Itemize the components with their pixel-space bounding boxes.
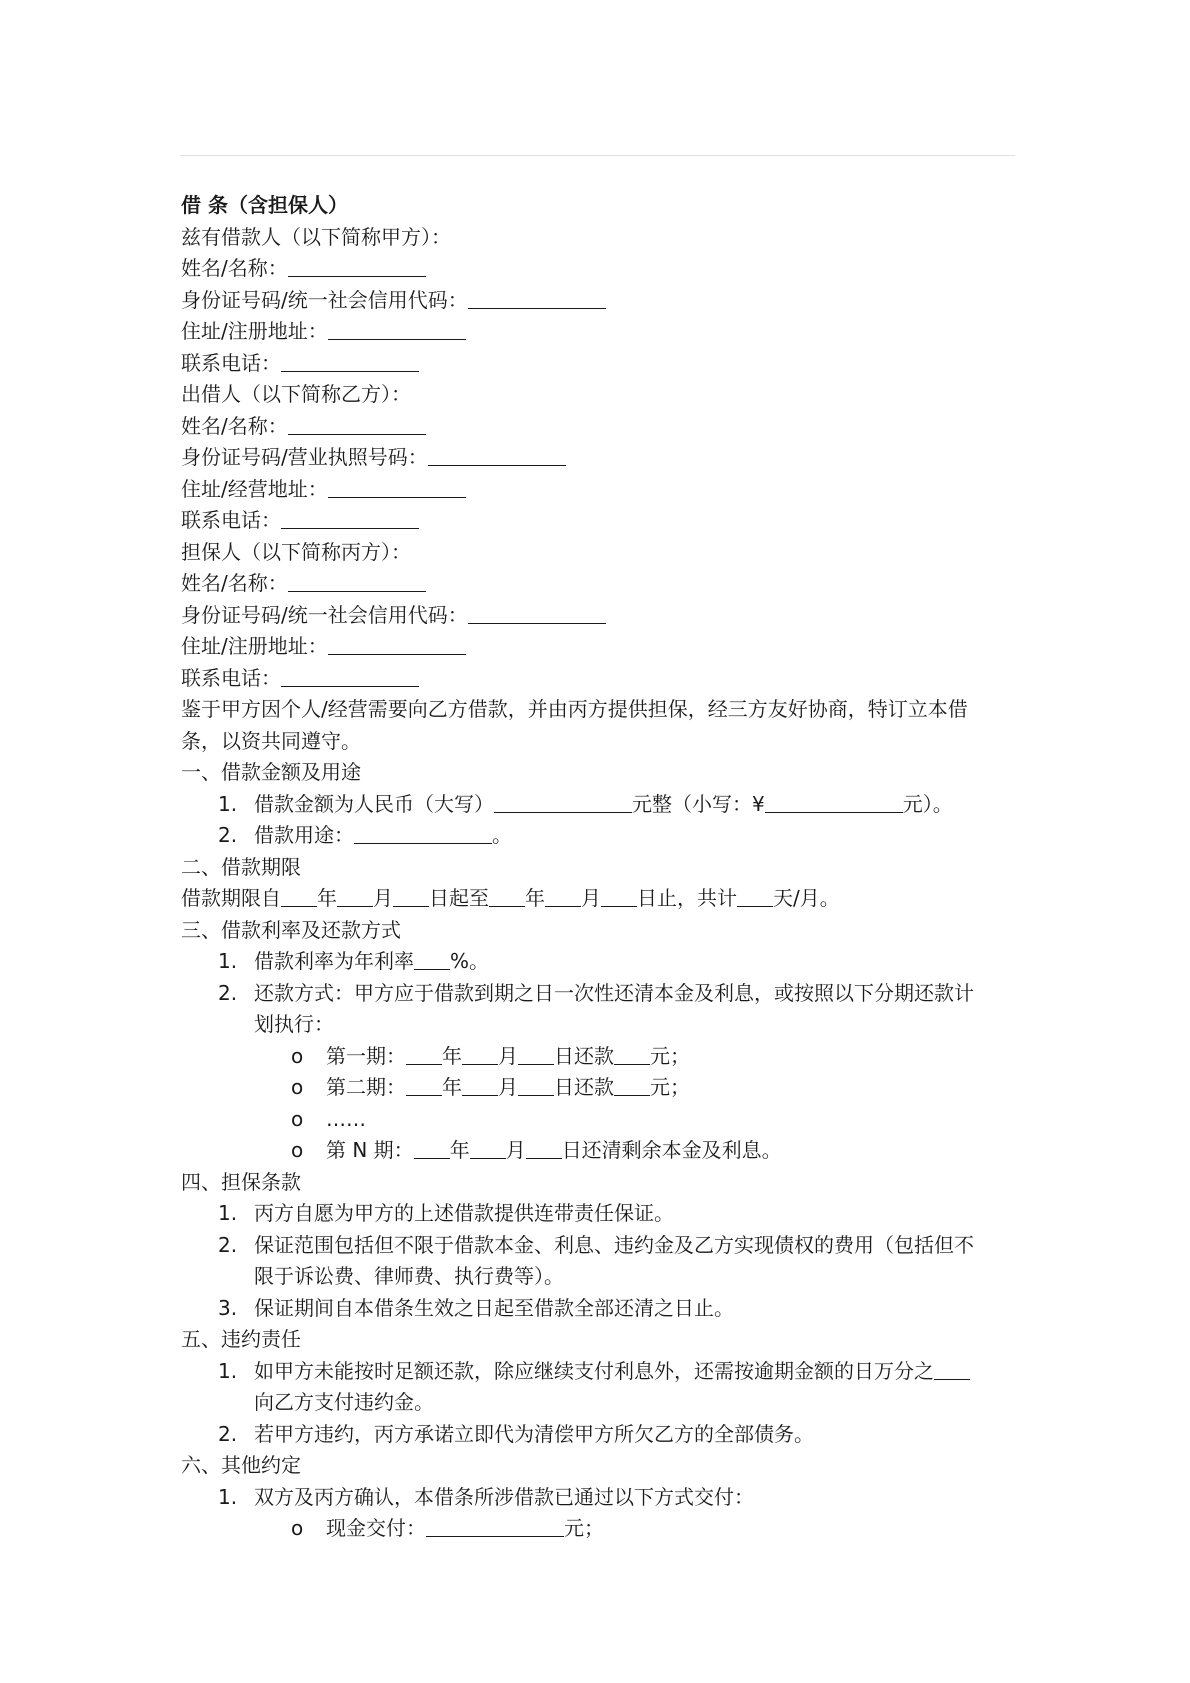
preamble-line-1: 鉴于甲方因个人/经营需要向乙方借款，并由丙方提供担保，经三方友好协商，特订立本借 — [181, 697, 968, 721]
list-item — [181, 1482, 1021, 1514]
installment1-amount-blank[interactable] — [614, 1044, 650, 1065]
item-text: 元； — [564, 1516, 604, 1540]
field-label: 姓名/名称： — [181, 571, 288, 595]
document-title: 借 条（含担保人） — [181, 193, 348, 217]
item-text: 年 — [525, 886, 545, 910]
lender-phone-blank[interactable] — [281, 508, 419, 529]
item-number: 2. — [218, 1421, 238, 1446]
purpose-blank[interactable] — [354, 823, 492, 844]
item-text: 日还款 — [554, 1075, 614, 1099]
amount-figures-blank[interactable] — [765, 792, 903, 813]
item-text: 第二期： — [326, 1075, 406, 1099]
list-item — [181, 789, 1021, 821]
item-text: 第一期： — [326, 1043, 406, 1068]
start-year-blank[interactable] — [281, 886, 317, 907]
bullet-icon: o — [291, 1106, 304, 1131]
lender-phone-row — [181, 505, 1021, 537]
list-item — [181, 946, 1021, 978]
item-text: 元整（小写：¥ — [632, 791, 765, 816]
item-text: 丙方自愿为甲方的上述借款提供连带责任保证。 — [254, 1201, 674, 1225]
list-item-continuation: 向乙方支付违约金。 — [254, 1390, 434, 1414]
installment1-month-blank[interactable] — [462, 1044, 498, 1065]
item-text: 年 — [449, 1138, 470, 1162]
document-body — [181, 190, 1021, 1545]
item-text: 元； — [650, 1043, 690, 1068]
end-day-blank[interactable] — [601, 886, 637, 907]
section-heading: 四、担保条款 — [181, 1169, 301, 1194]
item-text: 元； — [650, 1075, 690, 1099]
borrower-address-row — [181, 316, 1021, 348]
item-text: 日止，共计 — [637, 886, 737, 910]
installment2-day-blank[interactable] — [518, 1075, 554, 1096]
installment-n-year-blank[interactable] — [414, 1138, 450, 1159]
item-text: 月 — [498, 1075, 518, 1099]
item-text: 日起至 — [429, 886, 489, 910]
field-label: 联系电话： — [181, 350, 281, 375]
term-row — [181, 883, 1021, 915]
field-label: 姓名/名称： — [181, 413, 288, 438]
section-heading: 二、借款期限 — [181, 854, 301, 879]
field-label: 身份证号码/营业执照号码： — [181, 445, 428, 469]
item-text: 保证范围包括但不限于借款本金、利息、违约金及乙方实现债权的费用（包括但不 — [254, 1232, 974, 1257]
list-item — [181, 1198, 1021, 1230]
list-item — [181, 978, 1021, 1010]
cash-amount-blank[interactable] — [426, 1516, 564, 1537]
guarantor-address-row — [181, 631, 1021, 663]
field-label: 联系电话： — [181, 665, 281, 690]
guarantor-name-row — [181, 568, 1021, 600]
lender-id-row — [181, 442, 1021, 474]
installment-n-day-blank[interactable] — [526, 1138, 562, 1159]
item-number: 1. — [218, 1484, 238, 1509]
item-text: 借款金额为人民币（大写） — [254, 791, 494, 816]
item-number: 1. — [218, 1358, 238, 1383]
item-text: 月 — [581, 886, 601, 910]
item-text: 日还清剩余本金及利息。 — [561, 1138, 782, 1162]
borrower-address-blank[interactable] — [328, 319, 466, 340]
lender-address-row — [181, 474, 1021, 506]
item-text: 年 — [442, 1043, 462, 1068]
installment-n-month-blank[interactable] — [470, 1138, 506, 1159]
bullet-icon: o — [291, 1516, 304, 1540]
item-text: 。 — [492, 823, 512, 847]
guarantor-phone-row — [181, 663, 1021, 695]
guarantor-intro: 担保人（以下简称丙方）： — [181, 539, 411, 564]
guarantor-address-blank[interactable] — [328, 634, 466, 655]
field-label: 姓名/名称： — [181, 256, 288, 280]
end-month-blank[interactable] — [545, 886, 581, 907]
field-label: 住址/经营地址： — [181, 476, 328, 501]
section-heading: 五、违约责任 — [181, 1327, 301, 1351]
list-item — [181, 820, 1021, 852]
item-text: 若甲方违约，丙方承诺立即代为清偿甲方所欠乙方的全部债务。 — [254, 1421, 814, 1446]
preamble-line-2: 条，以资共同遵守。 — [181, 728, 361, 753]
sub-list-item — [181, 1104, 1021, 1136]
item-text: 还款方式：甲方应于借款到期之日一次性还清本金及利息，或按照以下分期还款计 — [254, 980, 974, 1005]
field-label: 住址/注册地址： — [181, 634, 328, 658]
installment1-day-blank[interactable] — [518, 1044, 554, 1065]
field-label: 身份证号码/统一社会信用代码： — [181, 287, 468, 312]
field-label: 联系电话： — [181, 508, 281, 532]
installment1-year-blank[interactable] — [406, 1044, 442, 1065]
item-text: 如甲方未能按时足额还款，除应继续支付利息外，还需按逾期金额的日万分之 — [254, 1358, 934, 1383]
borrower-name-row — [181, 253, 1021, 285]
list-item — [181, 1293, 1021, 1325]
item-number: 1. — [218, 791, 238, 816]
section-heading: 一、借款金额及用途 — [181, 760, 361, 784]
list-item-continuation: 限于诉讼费、律师费、执行费等）。 — [254, 1264, 564, 1288]
list-item — [181, 1419, 1021, 1451]
borrower-phone-row — [181, 348, 1021, 380]
penalty-rate-blank[interactable] — [934, 1359, 970, 1380]
list-item-continuation: 划执行： — [254, 1012, 334, 1036]
item-text: %。 — [450, 949, 490, 973]
item-number: 1. — [218, 1201, 238, 1225]
total-days-blank[interactable] — [737, 886, 773, 907]
bullet-icon: o — [291, 1138, 304, 1162]
item-text: 日还款 — [554, 1043, 614, 1068]
installment2-amount-blank[interactable] — [614, 1075, 650, 1096]
borrower-id-blank[interactable] — [468, 288, 606, 309]
item-text: 借款利率为年利率 — [254, 949, 414, 973]
item-number: 3. — [218, 1295, 238, 1320]
item-number: 2. — [218, 980, 238, 1005]
lender-name-blank[interactable] — [288, 414, 426, 435]
item-text: 借款期限自 — [181, 886, 281, 910]
item-text: 第 N 期： — [326, 1138, 414, 1162]
header-rule — [180, 155, 1015, 156]
section-heading: 六、其他约定 — [181, 1453, 301, 1477]
item-number: 2. — [218, 1232, 238, 1257]
end-year-blank[interactable] — [489, 886, 525, 907]
sub-list-item — [181, 1041, 1021, 1073]
item-text: 月 — [498, 1043, 518, 1068]
borrower-name-blank[interactable] — [288, 256, 426, 277]
bullet-icon: o — [291, 1043, 304, 1068]
item-text: 年 — [317, 886, 337, 910]
field-label: 住址/注册地址： — [181, 319, 328, 343]
sub-list-item — [181, 1513, 1021, 1545]
item-text: 年 — [442, 1075, 462, 1099]
borrower-intro: 兹有借款人（以下简称甲方）： — [181, 224, 451, 249]
installment2-year-blank[interactable] — [406, 1075, 442, 1096]
field-label: 身份证号码/统一社会信用代码： — [181, 602, 468, 627]
guarantor-name-blank[interactable] — [288, 571, 426, 592]
item-text: 借款用途： — [254, 823, 354, 847]
item-number: 1. — [218, 949, 238, 973]
sub-list-item — [181, 1135, 1021, 1167]
item-number: 2. — [218, 823, 238, 847]
item-text: 元）。 — [902, 791, 953, 816]
list-item — [181, 1356, 1021, 1388]
guarantor-id-blank[interactable] — [468, 603, 606, 624]
guarantor-id-row — [181, 600, 1021, 632]
item-text: …… — [326, 1106, 366, 1131]
item-text: 天/月。 — [773, 886, 840, 910]
amount-words-blank[interactable] — [494, 792, 632, 813]
list-item — [181, 1230, 1021, 1262]
start-month-blank[interactable] — [337, 886, 373, 907]
lender-address-blank[interactable] — [328, 477, 466, 498]
sub-list-item — [181, 1072, 1021, 1104]
interest-rate-blank[interactable] — [414, 949, 450, 970]
item-text: 月 — [373, 886, 393, 910]
borrower-id-row — [181, 285, 1021, 317]
item-text: 保证期间自本借条生效之日起至借款全部还清之日止。 — [254, 1295, 734, 1320]
borrower-phone-blank[interactable] — [281, 351, 419, 372]
bullet-icon: o — [291, 1075, 304, 1099]
item-text: 双方及丙方确认，本借条所涉借款已通过以下方式交付： — [254, 1484, 754, 1509]
installment2-month-blank[interactable] — [462, 1075, 498, 1096]
lender-name-row — [181, 411, 1021, 443]
section-heading: 三、借款利率及还款方式 — [181, 917, 401, 942]
start-day-blank[interactable] — [393, 886, 429, 907]
item-text: 现金交付： — [326, 1516, 426, 1540]
item-text: 月 — [505, 1138, 526, 1162]
lender-id-blank[interactable] — [428, 445, 566, 466]
guarantor-phone-blank[interactable] — [281, 666, 419, 687]
lender-intro: 出借人（以下简称乙方）： — [181, 382, 411, 406]
